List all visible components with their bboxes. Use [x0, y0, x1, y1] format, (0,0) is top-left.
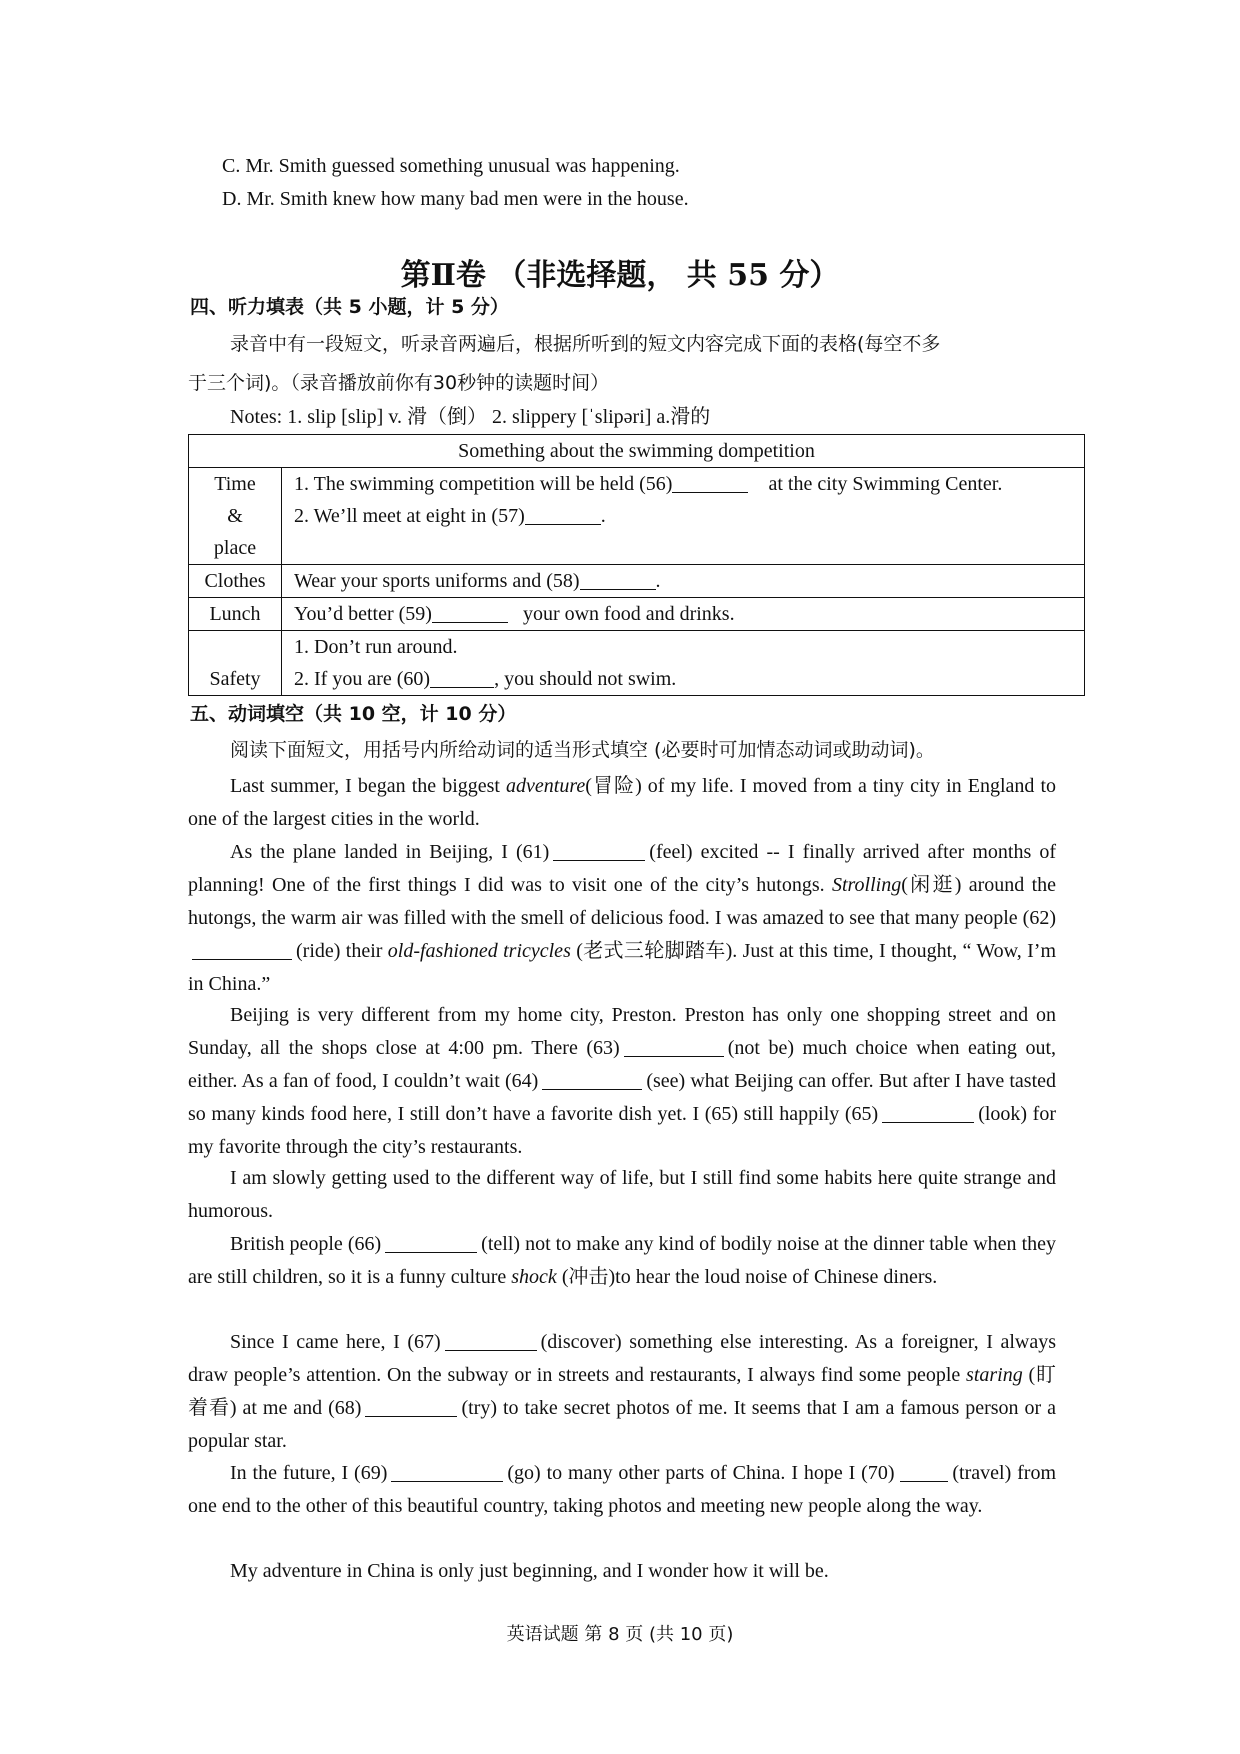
part4-heading: 四、听力填表（共 5 小题，计 5 分）	[190, 296, 509, 318]
part4-instruction-line2: 于三个词)。（录音播放前你有30秒钟的读题时间）	[188, 372, 610, 394]
blank-60[interactable]	[430, 667, 494, 688]
clothes-content: Wear your sports uniforms and (58) .	[282, 565, 1085, 598]
paragraph-2: As the plane landed in Beijing, I (61) (feel) excited -- I finally arrived after months of planning! One of the first things I did was to visit one of the city’s hutongs. Strolling(闲逛) around the hutongs, the warm air was filled with the smell of delicious food. I was amazed to see that many people (62)(ride) their old-fashioned tricycles (老式三轮脚踏车). Just at this time, I thought, “ Wow, I’m in China.”	[188, 841, 1057, 995]
blank-65[interactable]	[882, 1102, 974, 1123]
blank-57[interactable]	[525, 504, 601, 525]
part5-heading: 五、动词填空（共 10 空，计 10 分）	[190, 703, 517, 725]
page-footer: 英语试题 第 8 页 (共 10 页)	[506, 1624, 734, 1645]
table-caption: Something about the swimming dompetition	[189, 435, 1085, 468]
option-c: C. Mr. Smith guessed something unusual was happening.	[222, 155, 680, 177]
part4-notes: Notes: 1. slip [slip] v. 滑（倒） 2. slippery [ˈslipəri] a.滑的	[230, 406, 711, 428]
blank-69[interactable]	[391, 1461, 503, 1482]
paragraph-6: Since I came here, I (67) (discover) something else interesting. As a foreigner, I always draw people’s attention. On the subway or in streets and restaurants, I always find some people staring (盯着看) at me and (68) (try) to take secret photos of me. It seems that I am a famous person or a popular star.	[188, 1331, 1056, 1452]
blank-59[interactable]	[432, 602, 508, 623]
blank-67[interactable]	[445, 1330, 537, 1351]
paragraph-1: Last summer, I began the biggest adventure(冒险) of my life. I moved from a tiny city in England to one of the largest cities in the world.	[188, 775, 1057, 830]
listening-table	[188, 434, 1085, 696]
blank-68[interactable]	[365, 1396, 457, 1417]
table-row	[189, 598, 1085, 631]
blank-63[interactable]	[624, 1036, 724, 1057]
blank-56[interactable]	[672, 472, 748, 493]
blank-70[interactable]	[900, 1461, 948, 1482]
part5-instruction: 阅读下面短文，用括号内所给动词的适当形式填空 (必要时可加情态动词或助动词)。	[230, 739, 935, 761]
lunch-label: Lunch	[189, 598, 282, 631]
blank-64[interactable]	[542, 1069, 642, 1090]
blank-58[interactable]	[580, 569, 656, 590]
lunch-content: You’d better (59) your own food and drinks.	[282, 598, 1085, 631]
paragraph-7: In the future, I (69) (go) to many other parts of China. I hope I (70) (travel) from one end to the other of this beautiful country, taking photos and meeting new people along the way.	[188, 1462, 1057, 1517]
blank-62[interactable]	[192, 939, 292, 960]
time-place-content	[282, 468, 1085, 565]
table-row	[189, 435, 1085, 468]
blank-57-line: 2. We’ll meet at eight in (57) .	[294, 505, 606, 527]
table-row	[189, 468, 1085, 565]
paragraph-3: Beijing is very different from my home city, Preston. Preston has only one shopping street and on Sunday, all the shops close at 4:00 pm. There (63) (not be) much choice when eating out, either. As a fan of food, I couldn’t wait (64) (see) what Beijing can offer. But after I have tasted so many kinds food here, I still don’t have a favorite dish yet. I (65) still happily (65) (look) for my favorite through the city’s restaurants.	[188, 1004, 1057, 1158]
blank-66[interactable]	[385, 1232, 477, 1253]
option-d: D. Mr. Smith knew how many bad men were in the house.	[222, 188, 689, 210]
section-title: 第Ⅱ卷 （非选择题， 共 55 分）	[400, 258, 840, 293]
paragraph-8: My adventure in China is only just beginning, and I wonder how it will be.	[230, 1560, 829, 1582]
part4-instruction-line1: 录音中有一段短文，听录音两遍后，根据所听到的短文内容完成下面的表格(每空不多	[230, 333, 941, 355]
safety-label: Safety	[189, 631, 282, 696]
blank-61[interactable]	[553, 840, 645, 861]
time-place-label: Time & place	[189, 468, 282, 565]
paragraph-4: I am slowly getting used to the different way of life, but I still find some habits here quite strange and humorous.	[188, 1167, 1056, 1222]
blank-56-line: 1. The swimming competition will be held (56) at the city Swimming Center.	[294, 473, 1003, 495]
safety-content: 1. Don’t run around. 2. If you are (60) , you should not swim.	[282, 631, 1085, 696]
table-row	[189, 631, 1085, 696]
clothes-label: Clothes	[189, 565, 282, 598]
table-row	[189, 565, 1085, 598]
paragraph-5: British people (66) (tell) not to make any kind of bodily noise at the dinner table when they are still children, so it is a funny culture shock (冲击)to hear the loud noise of Chinese diners.	[188, 1233, 1057, 1288]
